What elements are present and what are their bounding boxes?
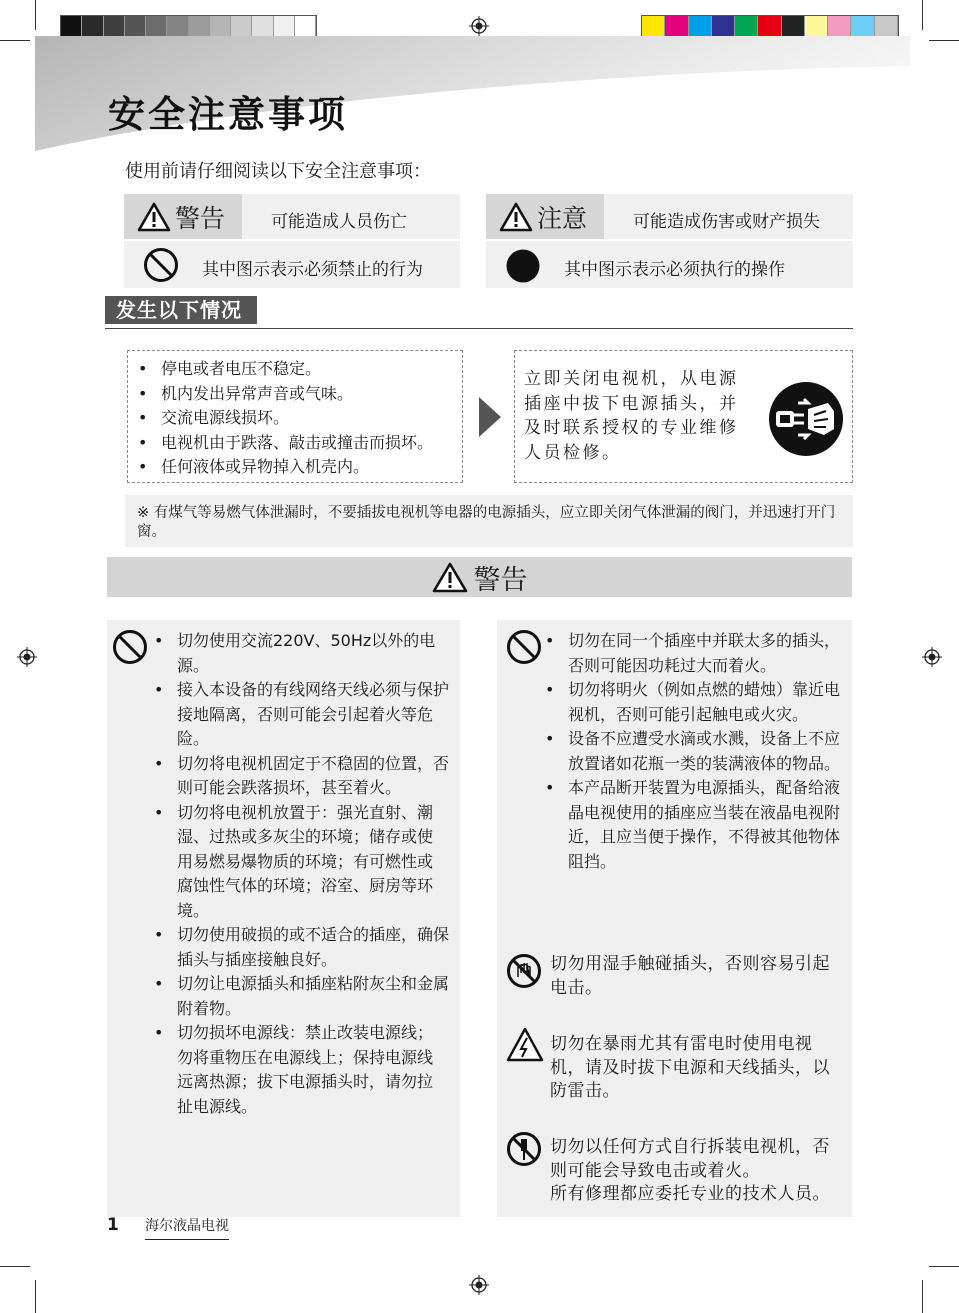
crop-mark xyxy=(922,1280,923,1313)
left-warning-list xyxy=(144,629,449,1119)
gray-swatch xyxy=(82,16,103,36)
warning-banner: 警告 xyxy=(107,557,852,597)
color-swatch xyxy=(828,16,851,36)
crop-mark xyxy=(922,0,923,30)
no-disassemble-icon xyxy=(506,1131,542,1167)
gray-swatch xyxy=(104,16,125,36)
registration-mark-left xyxy=(17,647,37,667)
gray-swatch xyxy=(61,16,82,36)
situations-list-box xyxy=(127,350,463,483)
intro-text: 使用前请仔细阅读以下安全注意事项： xyxy=(125,161,431,182)
color-swatch xyxy=(642,16,665,36)
warning-item xyxy=(144,972,449,1021)
situation-item: • 机内发出异常声音或气味。 xyxy=(128,382,462,407)
color-swatch xyxy=(758,16,781,36)
warning-item-text: 切勿在同一个插座中并联太多的插头，否则可能因功耗过大而着火。 xyxy=(568,631,841,675)
color-swatch xyxy=(875,16,898,36)
warning-subitem: 保持电源线远离热源； xyxy=(177,1047,434,1091)
warning-subitem: 浴室、厨房等环境。 xyxy=(177,876,434,920)
warning-item xyxy=(535,678,840,727)
color-swatch xyxy=(712,16,735,36)
crop-mark xyxy=(35,1280,36,1313)
unplug-icon xyxy=(768,381,844,457)
color-swatch xyxy=(782,16,805,36)
warning-item-text: 切勿使用破损的或不适合的插座，确保插头与插座接触良好。 xyxy=(177,925,450,969)
warning-item xyxy=(144,752,449,801)
legend-warning-label: 警告 xyxy=(124,194,242,239)
page-title: 安全注意事项 xyxy=(108,93,348,136)
legend-prohibit-desc: 其中图示表示必须禁止的行为 xyxy=(202,260,423,280)
prohibit-icon xyxy=(143,247,179,283)
action-text: 立即关闭电视机，从电源插座中拔下电源插头，并及时联系授权的专业维修人员检修。 xyxy=(524,369,739,463)
wet-hands-warning: 切勿用湿手触碰插头，否则容易引起电击。 xyxy=(550,954,830,998)
warning-subitem: 储存或使用易燃易爆物质的环境； xyxy=(177,827,434,871)
crop-mark xyxy=(929,1266,959,1267)
color-swatch xyxy=(689,16,712,36)
warning-subitem: 拔下电源插头时，请勿拉扯电源线。 xyxy=(177,1072,434,1116)
gray-swatch xyxy=(231,16,252,36)
warning-item-text: 本产品断开装置为电源插头，配备给液晶电视使用的插座应当装在液晶电视附近，且应当便于操作，不得被其他物体阻挡。 xyxy=(568,778,841,871)
gray-swatch xyxy=(167,16,188,36)
gray-swatch xyxy=(274,16,295,36)
right-warning-list xyxy=(535,629,840,874)
warning-item xyxy=(535,629,840,678)
right-list-wrap xyxy=(535,629,840,874)
color-swatch xyxy=(735,16,758,36)
left-list-wrap xyxy=(144,629,449,1119)
legend-caution-desc: 可能造成伤害或财产损失 xyxy=(633,212,820,232)
warning-subitem: 强光直射、潮湿、过热或多灰尘的环境； xyxy=(177,802,434,846)
color-swatch xyxy=(665,16,688,36)
warning-item-text: 切勿让电源插头和插座粘附灰尘和金属附着物。 xyxy=(177,974,450,1018)
gray-swatch xyxy=(146,16,167,36)
warning-subitem: 勿将重物压在电源线上； xyxy=(177,1047,354,1067)
lightning-warning-icon xyxy=(506,1027,544,1063)
color-swatch xyxy=(805,16,828,36)
crop-mark xyxy=(0,40,30,41)
registration-mark-right xyxy=(922,647,942,667)
no-wet-hands-icon xyxy=(506,953,542,989)
registration-mark-top xyxy=(469,16,489,36)
crop-mark xyxy=(0,1266,30,1267)
situation-item: • 电视机由于跌落、敲击或撞击而损坏。 xyxy=(128,431,462,456)
legend-caution-label: 注意 xyxy=(486,194,604,239)
gray-calibration-bar xyxy=(60,15,317,37)
situations-list xyxy=(128,357,462,480)
warning-item xyxy=(535,776,840,874)
gray-swatch xyxy=(252,16,273,36)
prohibit-icon xyxy=(112,629,148,665)
warning-item-text: 切勿将明火（例如点燃的蜡烛）靠近电视机，否则可能引起触电或火灾。 xyxy=(568,680,841,724)
legend-mandatory-desc: 其中图示表示必须执行的操作 xyxy=(564,260,785,280)
situation-item: • 交流电源线损坏。 xyxy=(128,406,462,431)
color-calibration-bar xyxy=(641,15,899,37)
gray-swatch xyxy=(189,16,210,36)
registration-mark-bottom xyxy=(469,1275,489,1295)
repair-note: 所有修理都应委托专业的技术人员。 xyxy=(550,1184,830,1204)
situation-item: • 停电或者电压不稳定。 xyxy=(128,357,462,382)
warning-subitem: 禁止改装电源线； xyxy=(305,1023,434,1042)
warning-subitem: 有可燃性或腐蚀性气体的环境； xyxy=(177,851,434,895)
warning-item xyxy=(144,801,449,924)
page-number: 1 xyxy=(107,1215,119,1235)
situation-item: • 任何液体或异物掉入机壳内。 xyxy=(128,455,462,480)
thunder-warning: 切勿在暴雨尤其有雷电时使用电视机，请及时拔下电源和天线插头，以防雷击。 xyxy=(550,1034,830,1101)
legend-warning-desc: 可能造成人员伤亡 xyxy=(271,212,407,232)
warning-triangle-icon xyxy=(137,202,171,232)
warning-item-text: 切勿将电视机固定于不稳固的位置，否则可能会跌落损坏，甚至着火。 xyxy=(177,753,450,797)
warning-item-text: 切勿使用交流220V、50Hz以外的电源。 xyxy=(177,631,436,675)
disassemble-warning: 切勿以任何方式自行拆装电视机，否则可能会导致电击或着火。 xyxy=(550,1137,830,1181)
gray-swatch xyxy=(210,16,231,36)
color-swatch xyxy=(851,16,874,36)
footer-brand: 海尔液晶电视 xyxy=(145,1215,229,1240)
gray-swatch xyxy=(295,16,316,36)
warning-item xyxy=(535,727,840,776)
warning-item-text: 接入本设备的有线网络天线必须与保护接地隔离，否则可能会引起着火等危险。 xyxy=(177,680,450,748)
gas-leak-note: ※ 有煤气等易燃气体泄漏时，不要插拔电视机等电器的电源插头，应立即关闭气体泄漏的阀门，并迅速打开门窗。 xyxy=(125,495,853,547)
section-divider xyxy=(105,328,853,329)
warning-item xyxy=(144,678,449,752)
crop-mark xyxy=(929,40,959,41)
warning-item xyxy=(144,629,449,678)
arrow-right-icon xyxy=(479,397,501,437)
warning-item-text: 设备不应遭受水滴或水溅，设备上不应放置诸如花瓶一类的装满液体的物品。 xyxy=(568,729,841,773)
warning-item xyxy=(144,923,449,972)
gray-swatch xyxy=(125,16,146,36)
warning-item xyxy=(144,1021,449,1119)
crop-mark xyxy=(35,0,36,30)
mandatory-icon xyxy=(505,248,541,284)
warning-item-text: 切勿将电视机放置于： xyxy=(177,802,338,822)
caution-triangle-icon xyxy=(499,202,533,232)
situations-heading: 发生以下情况 xyxy=(105,296,257,324)
warning-triangle-icon xyxy=(432,562,468,593)
warning-item-text: 切勿损坏电源线： xyxy=(177,1023,306,1042)
